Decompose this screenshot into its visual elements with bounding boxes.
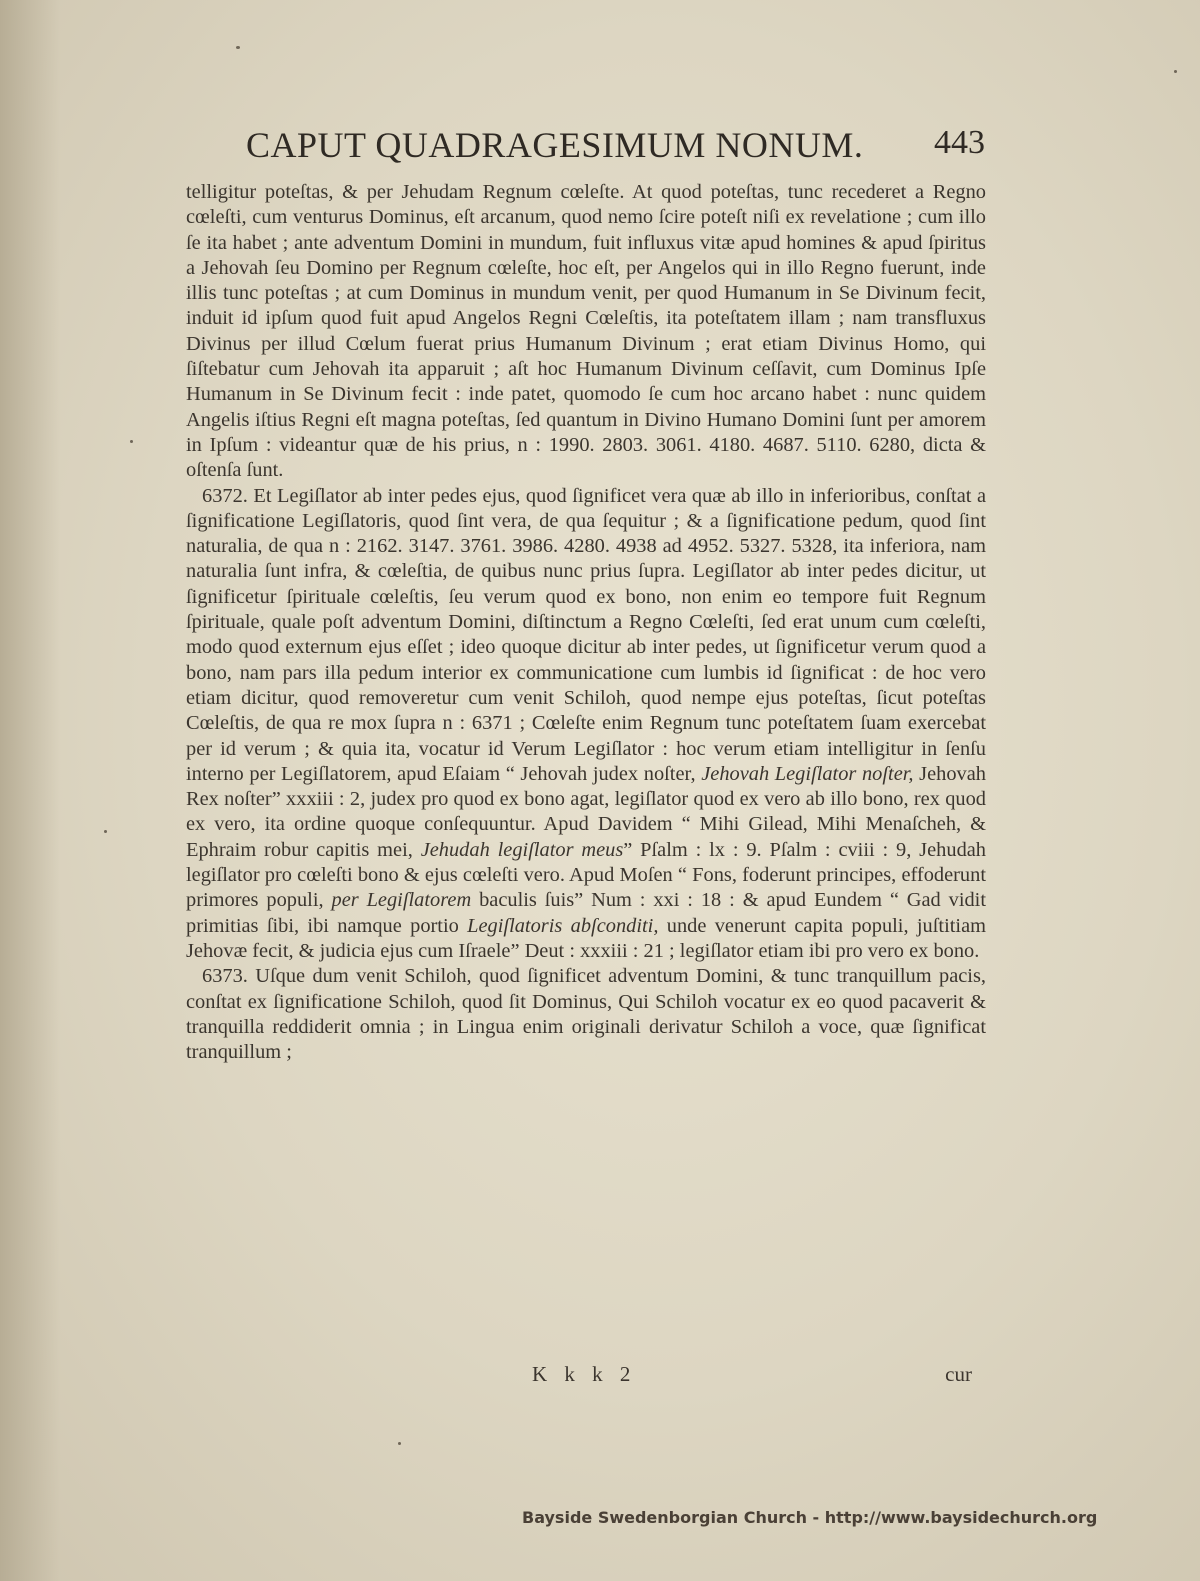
paragraph-continuation: telligitur poteſtas, & per Jehudam Regnum cœleſte. At quod poteſtas, tunc recederet a Regno cœleſti, cum venturus Dominus, eſt arcanum, quod nemo ſcire poteſt niſi ex revelatione ; cum illo ſe ita habet ; ante adventum Domini in mundum, fuit influxus vitæ apud homines & apud ſpiritus a Jehovah ſeu Domino per Regnum cœleſte, hoc eſt, per Angelos qui in illo Regno fuerunt, inde illis tunc poteſtas ; at cum Dominus in mundum venit, per quod Humanum in Se Divinum fecit, induit id ipſum quod fuit apud Angelos Regni Cœleſtis, ita poteſtatem illam ; nam transfluxus Divinus per illud Cœlum fuerat prius Humanum Divinum ; erat etiam Divinus Homo, qui ſiſtebatur cum Jehovah ita apparuit ; aſt hoc Humanum Divinum ceſſavit, cum Dominus Ipſe Humanum in Se Divinum fecit : inde patet, quomodo ſe cum hoc arcano habet : nunc quidem Angelis iſtius Regni eſt magna poteſtas, ſed quantum in Divino Humano Domini ſunt per amorem in Ipſum : videantur quæ de his prius, n : 1990. 2803. 3061. 4180. 4687. 5110. 6280, dicta & oſtenſa ſunt. [186, 181, 986, 482]
signature-mark: K k k 2 [532, 1362, 637, 1386]
text-run: 6372. Et Legiſlator ab inter pedes ejus, quod ſignificet vera quæ ab illo in inferioribus, conſtat a ſignificatione Legiſlatoris, quod ſint vera, de qua ſequitur ; & a ſignificatione pedum, quod ſint naturalia, de qua n : 2162. 3147. 3761. 3986. 4280. 4938 ad 4952. 5327. 5328, ita inferiora, nam naturalia ſunt infra, & cœleſtia, de quibus nunc prius ſupra. Legiſlator ab inter pedes dicitur, ut ſignificetur ſpirituale cœleſtis, ſeu verum quod ex bono, non enim eo tempore fuit Regnum ſpirituale, quale poſt adventum Domini, diſtinctum a Regno Cœleſti, ſed erat unum cum cœleſti, modo quod externum ejus eſſet ; ideo quoque dicitur ab inter pedes, ut ſignificetur verum quod a bono, nam pars illa pedum interior ex communicatione cum lumbis id ſignificat : de hoc vero etiam dicitur, quod removeretur cum venit Schiloh, quod nempe ejus poteſtas, ſicut poteſtas Cœleſtis, de qua re mox ſupra n : 6371 ; Cœleſte enim Regnum tunc poteſtatem ſuam exercebat per id verum ; & quia ita, vocatur id Verum Legiſlator : hoc verum etiam intelligitur in ſenſu interno per Legiſlatorem, apud Eſaiam “ Jehovah judex noſter, [186, 484, 986, 785]
running-header [180, 118, 985, 170]
page-number: 443 [934, 124, 985, 161]
text-run: ” Pſalm : lx : 9. Pſalm : cviii : 9, Jehudah legiſlator pro cœleſti bono & ejus cœleſti vero. Apud Moſen “ Fons, foderunt principes, effoderunt primores populi, [186, 838, 987, 912]
body-text [186, 180, 986, 1065]
page-footer [186, 1362, 972, 1390]
paper-speck [130, 440, 133, 443]
italic-quote: Legiſlatoris abſconditi, [467, 914, 659, 937]
text-run: baculis ſuis” Num : xxi : 18 : & apud Eundem “ Gad vidit primitias ſibi, ibi namque portio [186, 889, 987, 937]
italic-quote: Jehovah Legiſlator noſter, [701, 762, 914, 785]
text-run: unde venerunt capita populi, juſtitiam Jehovæ fecit, & judicia ejus cum Iſraele” Deut : xxxiii : 21 ; legiſlator etiam ibi pro vero ex bono. [186, 914, 986, 962]
watermark-credit: Bayside Swedenborgian Church - http://www.baysidechurch.org [522, 1508, 1098, 1527]
catchword: cur [945, 1362, 972, 1386]
italic-quote: per Legiſlatorem [331, 889, 472, 912]
gutter-shadow [0, 0, 60, 1581]
paragraph-6373: 6373. Uſque dum venit Schiloh, quod ſignificet adventum Domini, & tunc tranquillum pacis, conſtat ex ſignificatione Schiloh, quod ſit Dominus, Qui Schiloh vocatur ex eo quod pacaverit & tranquilla reddiderit omnia ; in Lingua enim originali derivatur Schiloh a voce, quæ ſignificat tranquillum ; [186, 965, 986, 1064]
paper-speck [236, 46, 240, 49]
paragraph-6372 [186, 484, 986, 965]
paper-speck [1174, 70, 1177, 73]
paper-speck [398, 1442, 401, 1445]
paper-speck [104, 830, 107, 833]
text-run: Jehovah Rex noſter” xxxiii : 2, judex pro quod ex bono agat, legiſlator quod ex vero ab illo bono, rex quod ex vero, ita ordine quoque conſequuntur. Apud Davidem “ Mihi Gilead, Mihi Menaſcheh, & Ephraim robur capitis mei, [186, 762, 986, 861]
chapter-title: CAPUT QUADRAGESIMUM NONUM. [246, 125, 864, 165]
italic-quote: Jehudah legiſlator meus [420, 838, 624, 861]
